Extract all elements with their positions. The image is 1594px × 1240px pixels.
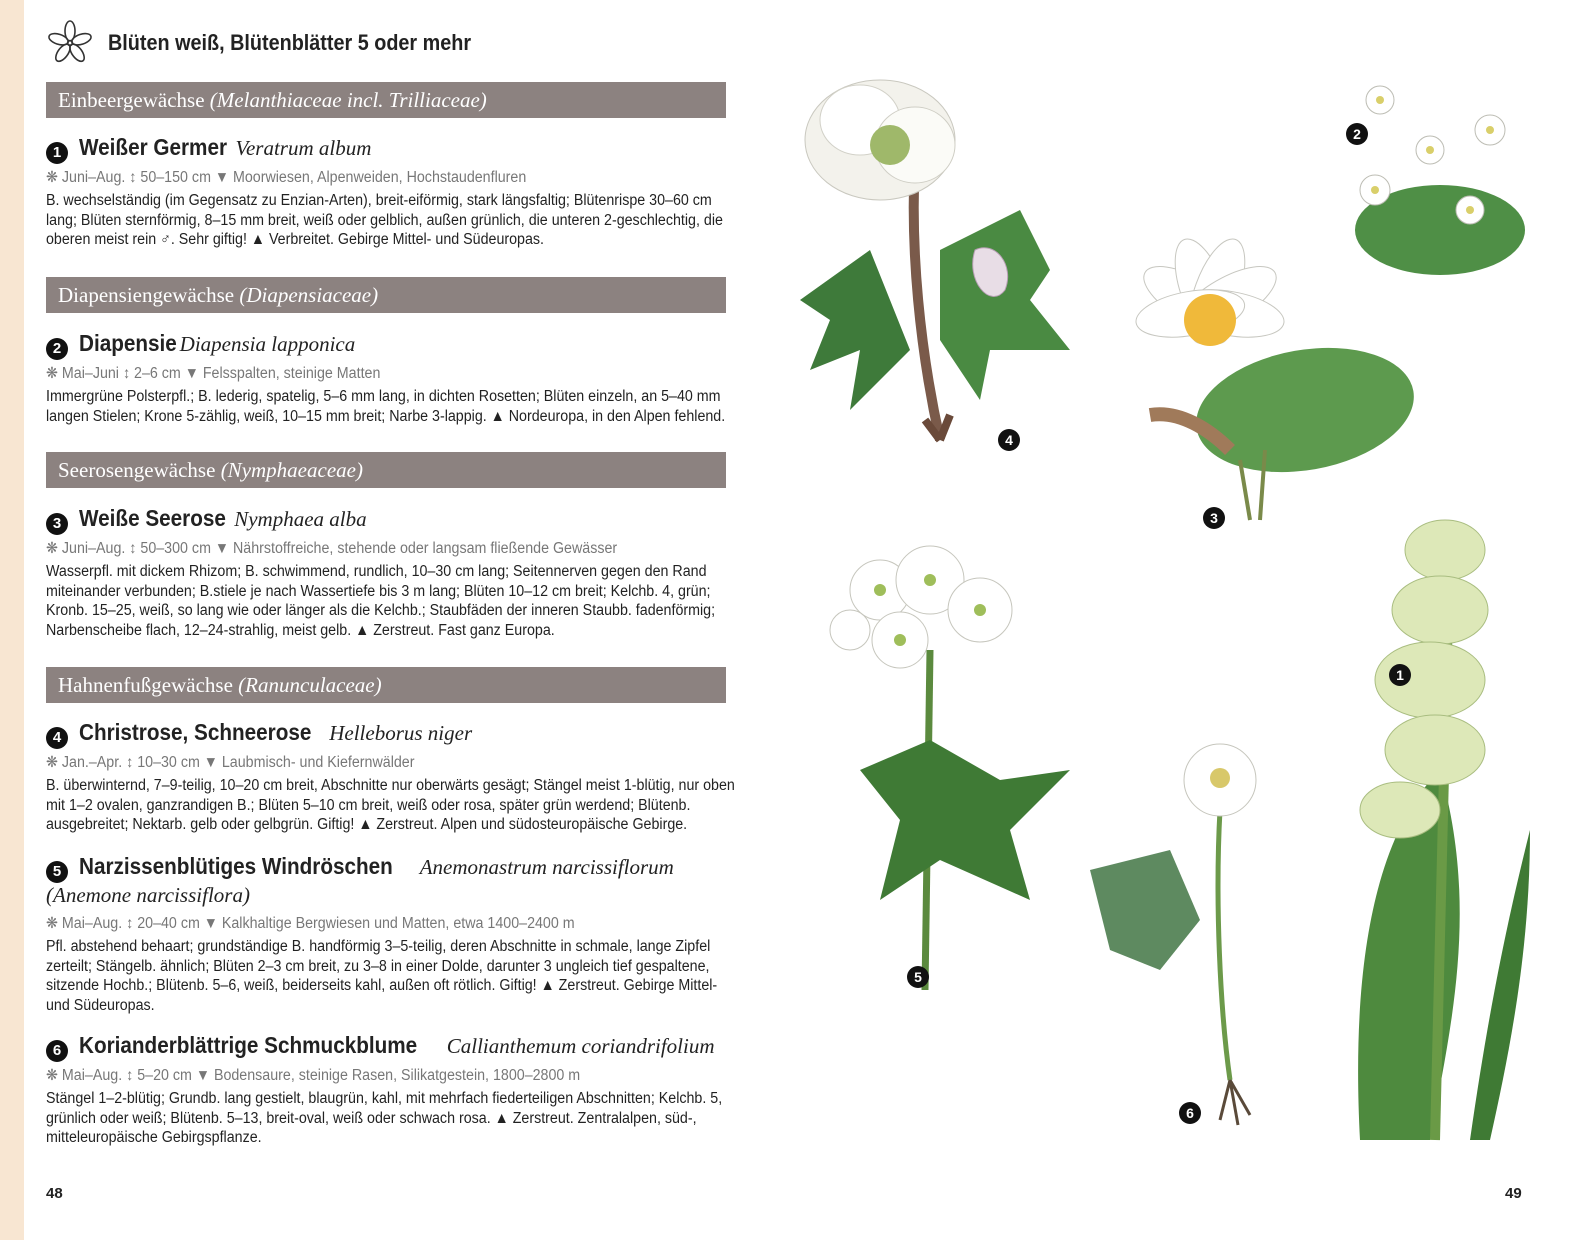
species-latin-synonym: (Anemone narcissiflora)	[46, 883, 250, 907]
entry-number: 4	[46, 727, 68, 749]
species-name: Christrose, Schneerose	[79, 719, 312, 745]
entry-number: 2	[46, 338, 68, 360]
species-description: B. überwinternd, 7–9-teilig, 10–20 cm breit, Abschnitte nur oberwärts gesägt; Stängel meist 1-blütig, nur oben mit 1–2 ovalen, ganzrandigen B.; Blüten 5–10 cm breit, weiß oder rosa, später grün werdend; Blütenb. ausgebreitet; Nektarb. gelb oder gelbgrün. Giftig! ▲ Zerstreut. Alpen und südosteuropäische Gebirge.	[46, 777, 735, 834]
species-meta: ❋ Juni–Aug. ↕ 50–300 cm ▼ Nährstoffreiche, stehende oder langsam fließende Gewässer	[46, 540, 618, 557]
family-bar-ranunculaceae: Hahnenfußgewächse (Ranunculaceae)	[46, 667, 726, 703]
species-name: Diapensie	[79, 330, 177, 356]
species-latin: Nymphaea alba	[234, 507, 367, 531]
species-meta: ❋ Jan.–Apr. ↕ 10–30 cm ▼ Laubmisch- und Kiefernwälder	[46, 754, 415, 771]
species-latin: Diapensia lapponica	[179, 332, 356, 356]
species-name: Weißer Germer	[79, 134, 228, 160]
species-name: Weiße Seerose	[79, 505, 226, 531]
species-meta: ❋ Mai–Aug. ↕ 5–20 cm ▼ Bodensaure, steinige Rasen, Silikatgestein, 1800–2800 m	[46, 1067, 581, 1084]
family-bar-nymphaeaceae: Seerosengewächse (Nymphaeaceae)	[46, 452, 726, 488]
illustration-christrose	[800, 80, 1070, 440]
plate-label-3: 3	[1203, 507, 1225, 529]
plate-label-1: 1	[1389, 664, 1411, 686]
species-description: Immergrüne Polsterpfl.; B. lederig, spatelig, 5–6 mm lang, in dichten Rosetten; Blüten einzeln, an 5–40 mm langen Stielen; Krone 5-zählig, weiß, 10–15 mm breit; Narbe 3-lappig. ▲ Nordeuropa, in den Alpen fehlend.	[46, 388, 726, 425]
species-latin: Veratrum album	[235, 136, 372, 160]
plate-label-5: 5	[907, 966, 929, 988]
species-latin: Helleborus niger	[329, 721, 473, 745]
page-number-right: 49	[1505, 1185, 1522, 1202]
species-latin: Callianthemum coriandrifolium	[446, 1034, 715, 1058]
section-title: Blüten weiß, Blütenblätter 5 oder mehr	[108, 30, 472, 55]
species-latin: Anemonastrum narcissiflorum	[419, 855, 674, 879]
species-description: Pfl. abstehend behaart; grundständige B. handförmig 3–5-teilig, deren Abschnitte in schmale, lange Zipfel zerteilt; Stängelb. ähnlich; Blüten 2–3 cm breit, zu 3–8 in einer Dolde, darunter 3 ungleich tief gespaltene, sitzende Hochb.; Blütenb. 5–6, weiß, beiderseits kahl, außen oft rötlich. Giftig! ▲ Zerstreut. Gebirge Mittel- und Südeuropas.	[46, 938, 718, 1014]
page-number-left: 48	[46, 1185, 63, 1202]
species-meta: ❋ Mai–Aug. ↕ 20–40 cm ▼ Kalkhaltige Bergwiesen und Matten, etwa 1400–2400 m	[46, 915, 575, 932]
section-header	[46, 20, 511, 66]
illustration-diapensie	[1355, 86, 1525, 275]
illustration-weisser-germer	[1358, 520, 1530, 1140]
species-entry-1	[46, 134, 736, 250]
entry-number: 3	[46, 513, 68, 535]
family-bar-diapensiaceae: Diapensiengewächse (Diapensiaceae)	[46, 277, 726, 313]
illustration-schmuckblume	[1090, 744, 1256, 1125]
plate-label-6: 6	[1179, 1102, 1201, 1124]
species-name: Korianderblättrige Schmuckblume	[79, 1032, 418, 1058]
species-entry-2	[46, 330, 736, 426]
species-description: Wasserpfl. mit dickem Rhizom; B. schwimmend, rundlich, 10–30 cm lang; Seitennerven gegen den Rand miteinander verbunden; B.stiele je nach Wassertiefe bis 3 m lang; Blüten 10–12 cm breit; Kelchb. 4, grün; Kronb. 15–25, weiß, so lang wie oder länger als die Kelchb.; Staubfäden der inneren Staubb. fadenförmig; Narbenscheibe flach, 12–24-strahlig, meist gelb. ▲ Zerstreut. Fast ganz Europa.	[46, 563, 716, 639]
species-meta: ❋ Mai–Juni ↕ 2–6 cm ▼ Felsspalten, steinige Matten	[46, 365, 381, 382]
species-meta: ❋ Juni–Aug. ↕ 50–150 cm ▼ Moorwiesen, Alpenweiden, Hochstaudenfluren	[46, 169, 527, 186]
family-bar-melanthiaceae: Einbeergewächse (Melanthiaceae incl. Trilliaceae)	[46, 82, 726, 118]
species-name: Narzissenblütiges Windröschen	[79, 853, 393, 879]
flower-icon	[46, 20, 94, 66]
illustration-seerose	[1132, 232, 1423, 520]
plate-label-2: 2	[1346, 123, 1368, 145]
species-entry-6	[46, 1032, 736, 1148]
entry-number: 1	[46, 142, 68, 164]
page-edge-strip	[0, 0, 24, 1240]
species-entry-5	[46, 853, 736, 1015]
species-entry-3	[46, 505, 736, 640]
entry-number: 5	[46, 861, 68, 883]
botanical-plate	[790, 50, 1580, 1160]
illustration-windroeschen	[830, 546, 1070, 990]
entry-number: 6	[46, 1040, 68, 1062]
species-description: B. wechselständig (im Gegensatz zu Enzian-Arten), breit-eiförmig, stark längsfaltig; Blütenrispe 30–60 cm lang; Blüten sternförmig, 8–15 mm breit, weiß oder gelblich, außen grünlich, die unteren 2-geschlechtig, die oberen meist rein ♂. Sehr giftig! ▲ Verbreitet. Gebirge Mittel- und Südeuropas.	[46, 192, 723, 249]
species-entry-4	[46, 719, 736, 835]
species-description: Stängel 1–2-blütig; Grundb. lang gestielt, blaugrün, kahl, mit mehrfach fiederteiligen Abschnitten; Kelchb. 5, grünlich oder weiß; Blütenb. 5–13, breit-oval, weiß oder schwach rosa. ▲ Zerstreut. Zentralalpen, süd-, mitteleuropäische Gebirgspflanze.	[46, 1090, 723, 1147]
plate-label-4: 4	[998, 429, 1020, 451]
